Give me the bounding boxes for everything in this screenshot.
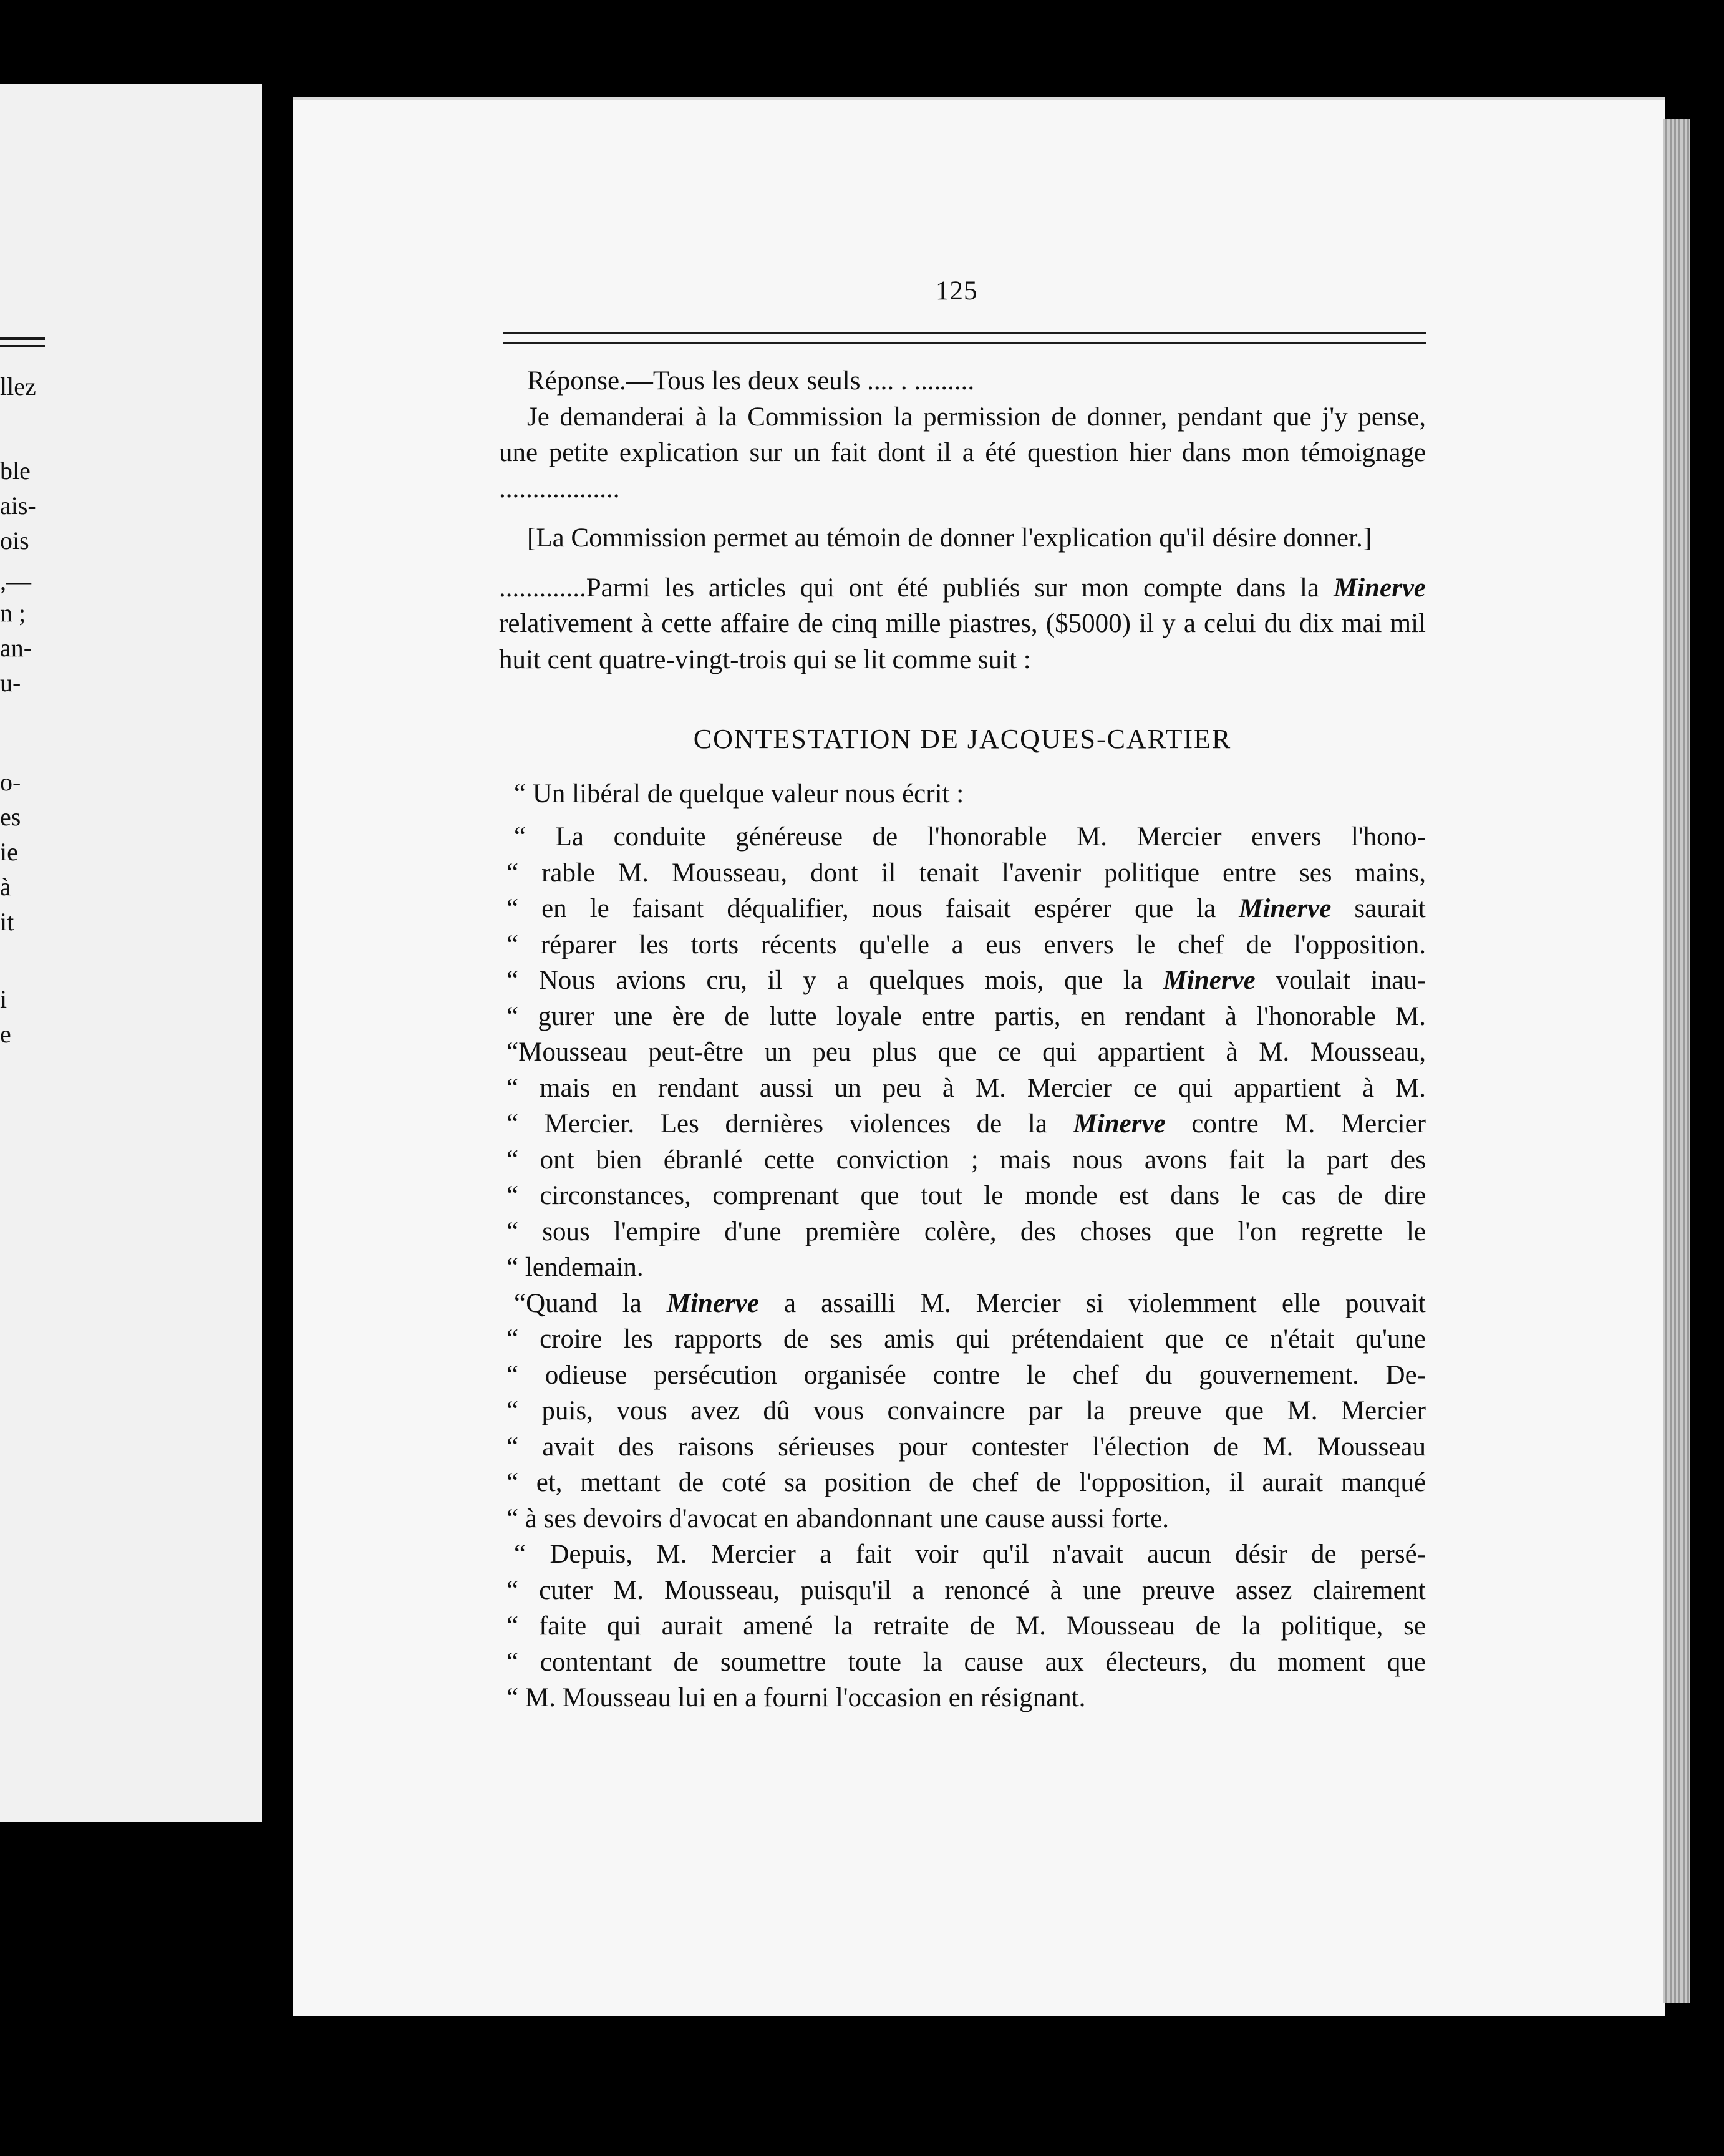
facing-page-fragment: i bbox=[0, 985, 7, 1013]
quote-line bbox=[506, 855, 1426, 891]
quote-line bbox=[506, 1537, 1426, 1573]
quote-paragraph bbox=[499, 819, 1426, 1286]
quote-text: “ Depuis, M. Mercier a fait voir qu'il n'avait aucun désir de persé- bbox=[514, 1540, 1426, 1569]
facing-page-fragment: llez bbox=[0, 372, 36, 401]
quote-text: “ croire les rapports de ses amis qui prétendaient que ce n'était qu'une bbox=[506, 1324, 1426, 1354]
facing-page-rule bbox=[0, 345, 45, 347]
facing-page-rule bbox=[0, 337, 45, 340]
paragraph-demande: Je demanderai à la Commission la permission de donner, pendant que j'y pense, une petite explication sur un fait dont il a été question hier dans mon témoignage .................. bbox=[499, 402, 1426, 503]
quote-line bbox=[506, 1321, 1426, 1357]
quote-text: “ cuter M. Mousseau, puisqu'il a renoncé à une preuve assez clairement bbox=[506, 1575, 1426, 1605]
quote-text: “Quand la bbox=[514, 1288, 667, 1318]
quote-text: “ M. Mousseau lui en a fourni l'occasion en résignant. bbox=[506, 1683, 1086, 1712]
quote-line bbox=[506, 1250, 1426, 1286]
quote-line bbox=[506, 1573, 1426, 1609]
quote-line bbox=[506, 1644, 1426, 1681]
quote-text: “ Nous avions cru, il y a quelques mois, que la bbox=[506, 966, 1163, 995]
quote-text: “ faite qui aurait amené la retraite de M. Mousseau de la politique, se bbox=[506, 1611, 1426, 1641]
facing-page-fragment: o- bbox=[0, 768, 21, 796]
page-edges bbox=[1663, 119, 1690, 2003]
minerve-title: Minerve bbox=[1163, 966, 1256, 995]
minerve-title: Minerve bbox=[1333, 573, 1426, 603]
facing-page-fragment: ble bbox=[0, 457, 31, 485]
quote-text: “ Mercier. Les dernières violences de la bbox=[506, 1109, 1073, 1139]
quote-text: “ gurer une ère de lutte loyale entre partis, en rendant à l'honorable M. bbox=[506, 1001, 1426, 1031]
quote-line bbox=[506, 1429, 1426, 1465]
quote-line bbox=[506, 999, 1426, 1035]
facing-page-fragment: ,— bbox=[0, 567, 31, 595]
quote-text: “ lendemain. bbox=[506, 1253, 644, 1282]
quote-line bbox=[506, 1142, 1426, 1178]
quote-line bbox=[506, 1393, 1426, 1429]
quote-text: “ réparer les torts récents qu'elle a eus envers le chef de l'opposition. bbox=[506, 930, 1426, 959]
quote-text: “ contentant de soumettre toute la cause aux électeurs, du moment que bbox=[506, 1647, 1426, 1677]
section-heading: CONTESTATION DE JACQUES-CARTIER bbox=[693, 724, 1232, 754]
facing-page-fragment: u- bbox=[0, 669, 21, 697]
quote-text: “ en le faisant déqualifier, nous faisait espérer que la bbox=[506, 894, 1239, 923]
quote-line bbox=[506, 1608, 1426, 1644]
quote-text: saurait bbox=[1331, 894, 1426, 923]
quote-line bbox=[506, 1286, 1426, 1322]
minerve-title: Minerve bbox=[666, 1288, 759, 1318]
quote-text: “ ont bien ébranlé cette conviction ; mais nous avons fait la part des bbox=[506, 1145, 1426, 1175]
facing-page-fragment: e bbox=[0, 1020, 11, 1048]
page-body bbox=[499, 363, 1426, 1716]
facing-page-fragment: it bbox=[0, 908, 14, 936]
paragraph-parmi-text: .............Parmi les articles qui ont été publiés sur mon compte dans la bbox=[499, 573, 1334, 603]
quote-line bbox=[506, 1465, 1426, 1501]
quote-paragraph bbox=[499, 1286, 1426, 1537]
quote-text: “ odieuse persécution organisée contre le chef du gouvernement. De- bbox=[506, 1360, 1426, 1390]
page-number: 125 bbox=[936, 276, 978, 306]
quote-line bbox=[506, 927, 1426, 963]
header-rule bbox=[503, 342, 1426, 344]
facing-page-fragment: ais- bbox=[0, 492, 36, 520]
quote-line bbox=[506, 1178, 1426, 1214]
quote-text: contre M. Mercier bbox=[1165, 1109, 1426, 1139]
quote-line bbox=[506, 1214, 1426, 1250]
quote-text: “ puis, vous avez dû vous convaincre par la preuve que M. Mercier bbox=[506, 1396, 1426, 1425]
quote-text: “ sous l'empire d'une première colère, des choses que l'on regrette le bbox=[506, 1216, 1426, 1246]
facing-page-fragment: à bbox=[0, 873, 11, 901]
quote-text: “ avait des raisons sérieuses pour contester l'élection de M. Mousseau bbox=[506, 1432, 1426, 1462]
quote-intro: “ Un libéral de quelque valeur nous écrit : bbox=[514, 779, 964, 808]
quote-line bbox=[506, 1034, 1426, 1071]
quote-line bbox=[506, 1680, 1426, 1716]
header-rule bbox=[503, 332, 1426, 334]
facing-page-fragment: es bbox=[0, 803, 21, 831]
facing-page-fragment: ois bbox=[0, 527, 29, 555]
minerve-title: Minerve bbox=[1239, 894, 1332, 923]
quote-text: “Mousseau peut-être un peu plus que ce qui appartient à M. Mousseau, bbox=[506, 1037, 1426, 1067]
minerve-title: Minerve bbox=[1073, 1109, 1166, 1139]
paragraph-commission: [La Commission permet au témoin de donner l'explication qu'il désire donner.] bbox=[527, 523, 1372, 553]
paragraph-parmi bbox=[499, 570, 1426, 678]
quote-text: “ mais en rendant aussi un peu à M. Mercier ce qui appartient à M. bbox=[506, 1073, 1426, 1103]
quote-text: “ et, mettant de coté sa position de chef de l'opposition, il aurait manqué bbox=[506, 1468, 1426, 1497]
quote-text: voulait inau- bbox=[1255, 966, 1426, 995]
quote-paragraph bbox=[499, 1537, 1426, 1716]
facing-page-fragment: an- bbox=[0, 634, 32, 662]
quote-line bbox=[506, 963, 1426, 999]
quote-line bbox=[506, 819, 1426, 855]
facing-page-fragment: ie bbox=[0, 838, 18, 866]
paragraph-parmi-text: relativement à cette affaire de cinq mille piastres, ($5000) il y a celui du dix mai mil huit cent quatre-vingt-trois qui se lit comme suit : bbox=[499, 609, 1426, 674]
quote-line bbox=[506, 1106, 1426, 1142]
quote-text: a assailli M. Mercier si violemment elle pouvait bbox=[758, 1288, 1426, 1318]
quote-line bbox=[506, 1501, 1426, 1537]
quote-line bbox=[506, 891, 1426, 927]
paragraph-reponse: Réponse.—Tous les deux seuls .... . ......... bbox=[527, 366, 975, 396]
quote-text: “ circonstances, comprenant que tout le monde est dans le cas de dire bbox=[506, 1181, 1426, 1210]
facing-page-fragment: n ; bbox=[0, 599, 26, 627]
quote-text: “ à ses devoirs d'avocat en abandonnant une cause aussi forte. bbox=[506, 1503, 1170, 1533]
quote-line bbox=[506, 1357, 1426, 1394]
quote-text: “ La conduite généreuse de l'honorable M. Mercier envers l'hono- bbox=[514, 822, 1426, 852]
quote-text: “ rable M. Mousseau, dont il tenait l'avenir politique entre ses mains, bbox=[506, 858, 1426, 888]
quote-line bbox=[506, 1071, 1426, 1107]
